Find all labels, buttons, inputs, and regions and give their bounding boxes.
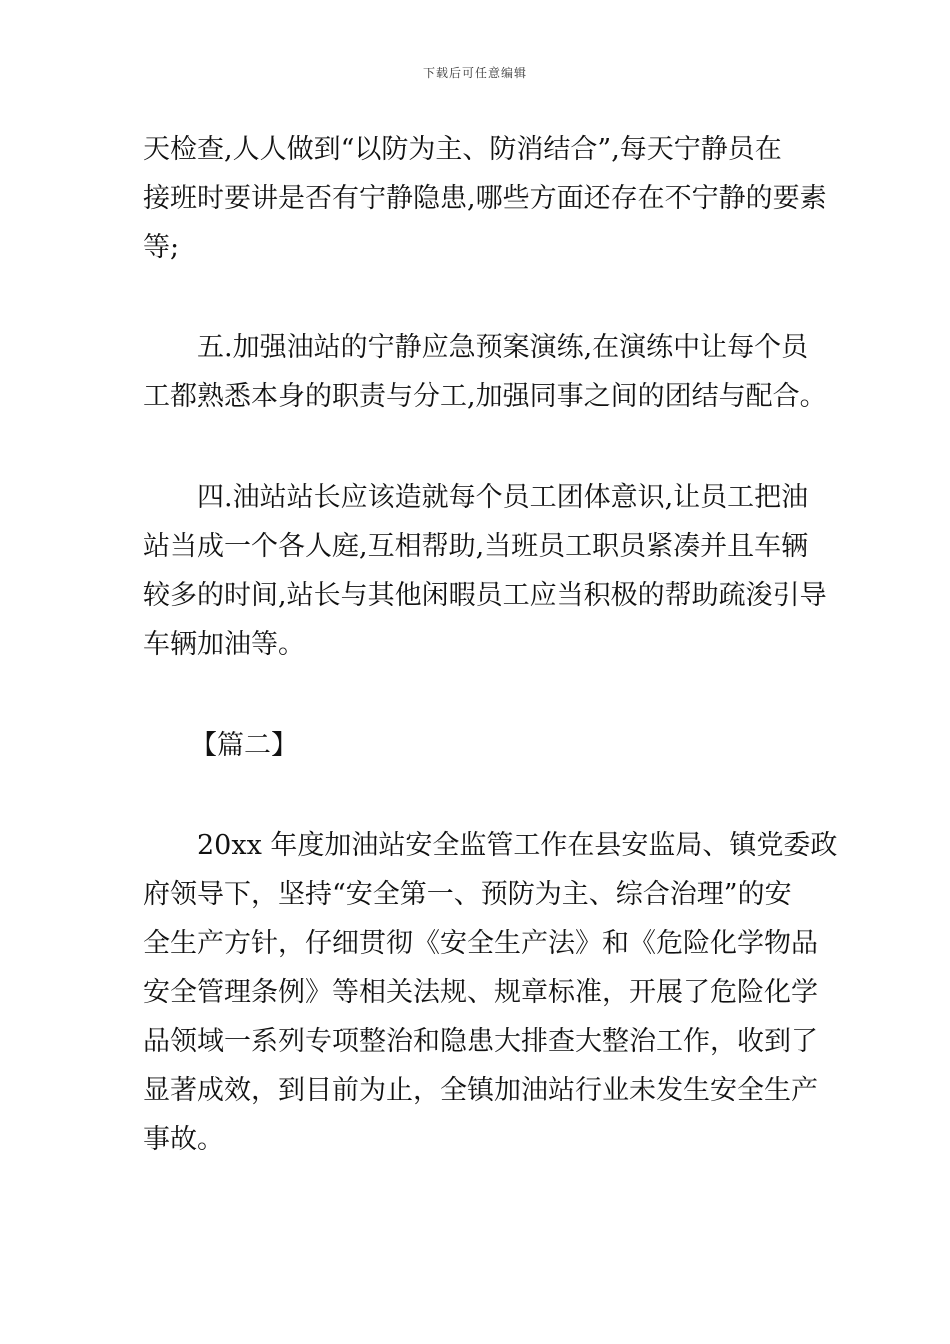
paragraph-line: 安全管理条例》等相关法规、规章标准，开展了危险化学: [143, 977, 818, 1008]
paragraph-line: 站当成一个各人庭,互相帮助,当班员工职员紧凑并且车辆: [143, 531, 809, 562]
paragraph-line: 全生产方针，仔细贯彻《安全生产法》和《危险化学物品: [143, 928, 818, 959]
paragraph-line: 工都熟悉本身的职责与分工,加强同事之间的团结与配合。: [143, 381, 827, 412]
paragraph-line: 四.油站站长应该造就每个员工团体意识,让员工把油: [197, 482, 809, 513]
paragraph-line: 等;: [143, 232, 180, 263]
page-header: 下载后可任意编辑: [422, 66, 527, 80]
paragraph-line: 显著成效，到目前为止，全镇加油站行业未发生安全生产: [143, 1075, 818, 1106]
paragraph-line: 事故。: [143, 1124, 224, 1155]
section-title: 【篇二】: [190, 730, 298, 761]
paragraph-line: 车辆加油等。: [143, 629, 305, 660]
paragraph-line: 天检查,人人做到“以防为主、防消结合”,每天宁静员在: [143, 134, 782, 165]
paragraph-line: 接班时要讲是否有宁静隐患,哪些方面还存在不宁静的要素: [143, 183, 827, 214]
paragraph-line: 五.加强油站的宁静应急预案演练,在演练中让每个员: [197, 332, 809, 363]
paragraph-line: 20xx 年度加油站安全监管工作在县安监局、镇党委政: [197, 830, 838, 861]
paragraph-line: 府领导下，坚持“安全第一、预防为主、综合治理”的安: [143, 879, 792, 910]
paragraph-line: 较多的时间,站长与其他闲暇员工应当积极的帮助疏浚引导: [143, 580, 827, 611]
paragraph-line: 品领域一系列专项整治和隐患大排查大整治工作，收到了: [143, 1026, 818, 1057]
